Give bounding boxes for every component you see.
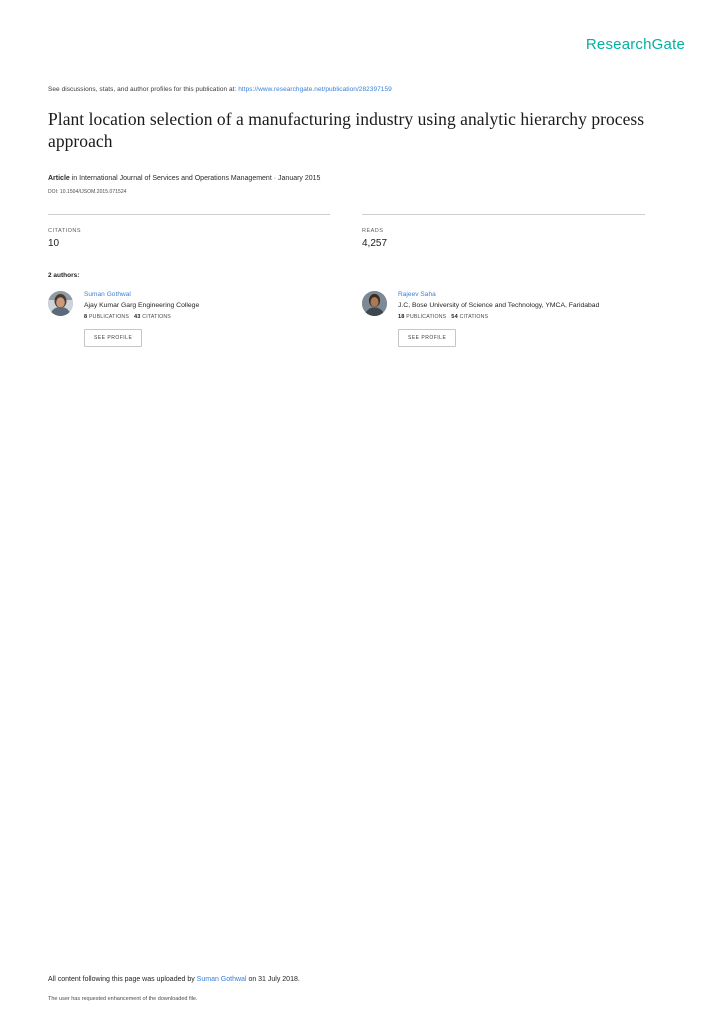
doi-text: DOI: 10.1504/IJSOM.2015.071524 xyxy=(48,189,127,195)
reads-stat xyxy=(362,214,645,249)
avatar-photo-icon xyxy=(362,291,387,316)
meta-separator: · xyxy=(273,175,277,182)
discussions-text: See discussions, stats, and author profiles for this publication at: xyxy=(48,86,237,93)
author-publications-label: PUBLICATIONS xyxy=(88,314,130,320)
author-affiliation: J.C, Bose University of Science and Technology, YMCA, Faridabad xyxy=(398,302,600,309)
author-citations-label: CITATIONS xyxy=(459,314,489,320)
reads-label: READS xyxy=(362,228,384,234)
upload-notice xyxy=(48,976,300,983)
divider xyxy=(48,214,330,215)
see-profile-button[interactable]: SEE PROFILE xyxy=(84,329,142,347)
author-name-link[interactable]: Rajeev Saha xyxy=(398,291,436,298)
avatar xyxy=(48,291,73,316)
author-publications-count: 8 xyxy=(84,314,88,320)
upload-suffix: on 31 July 2018. xyxy=(248,976,300,983)
citations-label: CITATIONS xyxy=(48,228,82,234)
author-info xyxy=(84,291,348,347)
enhancement-note: The user has requested enhancement of the downloaded file. xyxy=(48,996,198,1002)
author-card xyxy=(362,291,662,347)
discussions-line xyxy=(48,86,392,93)
publication-meta xyxy=(48,175,320,182)
author-publications-label: PUBLICATIONS xyxy=(406,314,447,320)
page-title: Plant location selection of a manufacturing industry using analytic hierarchy process approach xyxy=(48,109,645,151)
author-citations-label: CITATIONS xyxy=(142,314,171,320)
avatar-photo-icon xyxy=(48,291,73,316)
authors-heading: 2 authors: xyxy=(48,272,80,279)
author-name-link[interactable]: Suman Gothwal xyxy=(84,291,131,298)
author-citations-count: 54 xyxy=(451,314,458,320)
publication-type: Article xyxy=(48,175,70,182)
author-card xyxy=(48,291,348,347)
author-publications-count: 18 xyxy=(398,314,405,320)
upload-prefix: All content following this page was uploaded by xyxy=(48,976,195,983)
citations-value: 10 xyxy=(48,238,60,249)
author-stats xyxy=(84,314,348,320)
see-profile-button[interactable]: SEE PROFILE xyxy=(398,329,456,347)
avatar xyxy=(362,291,387,316)
author-info xyxy=(398,291,662,347)
journal-name: International Journal of Services and Operations Management xyxy=(79,175,272,182)
author-stats xyxy=(398,314,662,320)
publication-link[interactable]: https://www.researchgate.net/publication/282397159 xyxy=(238,86,392,93)
author-citations-count: 43 xyxy=(133,314,141,320)
divider xyxy=(362,214,645,215)
reads-value: 4,257 xyxy=(362,238,388,249)
publication-date: January 2015 xyxy=(278,175,321,182)
researchgate-logo[interactable]: ResearchGate xyxy=(585,36,685,53)
author-affiliation: Ajay Kumar Garg Engineering College xyxy=(84,302,200,309)
uploader-link[interactable]: Suman Gothwal xyxy=(196,976,247,983)
publication-in-word: in xyxy=(71,175,78,182)
citations-stat xyxy=(48,214,330,249)
